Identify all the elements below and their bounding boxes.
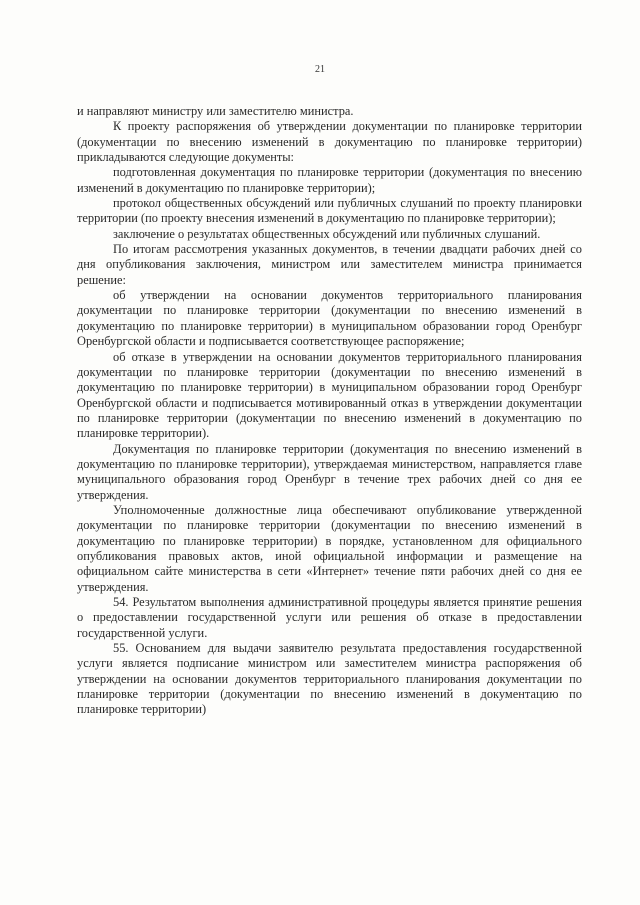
- paragraph: и направляют министру или заместителю министра.: [77, 104, 354, 118]
- paragraph: По итогам рассмотрения указанных документов, в течении двадцати рабочих дней со дня опубликования заключения, министром или заместителем министра принимается решение:: [77, 242, 582, 287]
- paragraph: Уполномоченные должностные лица обеспечивают опубликование утвержденной документации по планировке территории (документации по внесению изменений в документацию по планировке территории) в порядке, установленном для официального опубликования правовых актов, иной официальной информации и размещение на официальном сайте министерства в сети «Интернет» течение пяти рабочих дней со дня ее утверждения.: [77, 502, 582, 594]
- document-body: [77, 104, 582, 718]
- paragraph: подготовленная документация по планировке территории (документация по внесению изменений в документацию по планировке территории);: [77, 165, 582, 195]
- paragraph: К проекту распоряжения об утверждении документации по планировке территории (документации по внесению изменений в документацию по планировке территории) прикладываются следующие документы:: [77, 119, 582, 165]
- page-number: 21: [315, 64, 325, 75]
- paragraph: Документация по планировке территории (документация по внесению изменений в документацию по планировке территории), утверждаемая министерством, направляется главе муниципального образования город Оренбург в течение трех рабочих дней со дня ее утверждения.: [77, 441, 582, 502]
- paragraph: 54. Результатом выполнения административной процедуры является принятие решения о предоставлении государственной услуги или решения об отказе в предоставлении государственной услуги.: [77, 595, 582, 640]
- paragraph: об утверждении на основании документов территориального планирования документации по планировке территории (документации по внесению изменений в документацию по планировке территории) в муниципальном образовании город Оренбург Оренбургской области и подписывается соответствующее распоряжение;: [77, 288, 582, 349]
- paragraph: заключение о результатах общественных обсуждений или публичных слушаний.: [113, 226, 541, 241]
- paragraph: протокол общественных обсуждений или публичных слушаний по проекту планировки территории (по проекту внесения изменений в документацию по планировке территории);: [77, 196, 582, 226]
- paragraph: об отказе в утверждении на основании документов территориального планирования документации по планировке территории (документации по внесению изменений в документацию по планировке территории) в муниципальном образовании город Оренбург Оренбургской области и подписывается мотивированный отказ в утверждении документации по планировке территории (документации по внесению изменений в документацию по планировке территории).: [77, 349, 582, 441]
- paragraph: 55. Основанием для выдачи заявителю результата предоставления государственной услуги является подписание министром или заместителем министра распоряжения об утверждении на основании документов территориального планирования документации по планировке территории (документации по внесению изменений в документацию по планировке территории): [77, 641, 582, 717]
